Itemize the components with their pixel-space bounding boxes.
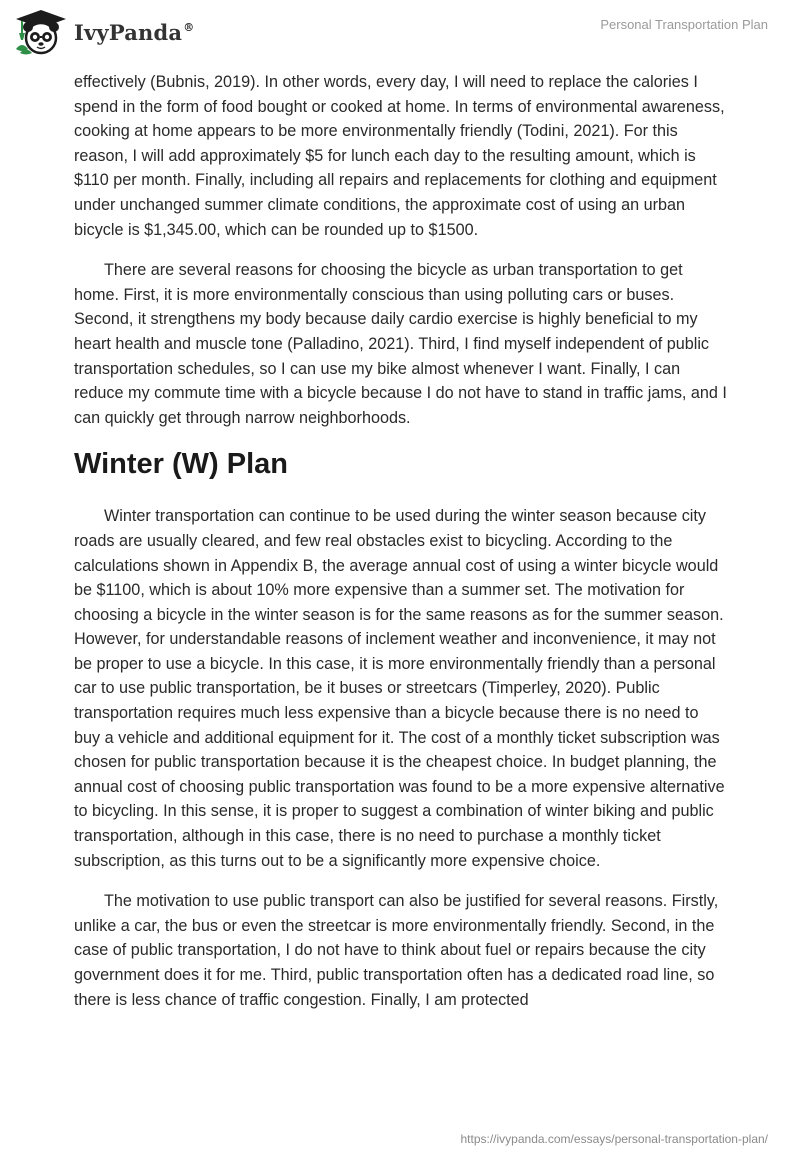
- section-heading-winter-plan: Winter (W) Plan: [74, 448, 289, 481]
- paragraph-winter-transport: Winter transportation can continue to be used during the winter season because city roads are usually cleared, and few real obstacles exist to bicycling. According to the calculations shown in Appendix B, the average annual cost of using a winter bicycle would be $1100, which is about 10% more expensive than a summer set. The motivation for choosing a bicycle in the winter season is for the same reasons as for the summer season. However, for understandable reasons of inclement weather and inconvenience, it may not be proper to use a bicycle. In this case, it is more environmentally friendly than a personal car to use public transportation, be it buses or streetcars (Timperley, 2020). Public transportation requires much less expensive than a bicycle because there is no need to buy a vehicle and additional equipment for it. The cost of a monthly ticket subscription was chosen for public transportation because it is the cheapest choice. In budget planning, the annual cost of choosing public transportation was found to be a more expensive alternative to bicycling. In this sense, it is proper to suggest a combination of winter biking and public transportation, although in this case, there is no need to purchase a monthly ticket subscription, as this turns out to be a significantly more expensive choice.: [74, 507, 725, 870]
- paragraph-continued: effectively (Bubnis, 2019). In other words, every day, I will need to replace the calories I spend in the form of food bought or cooked at home. In terms of environmental awareness, cooking at home appears to be more environmentally friendly (Todini, 2021). For this reason, I will add approximately $5 for lunch each day to the resulting amount, which is $110 per month. Finally, including all repairs and replacements for clothing and equipment under unchanged summer climate conditions, the approximate cost of using an urban bicycle is $1,345.00, which can be rounded up to $1500.: [74, 73, 725, 239]
- paragraph-bicycle-reasons: There are several reasons for choosing the bicycle as urban transportation to get home. First, it is more environmentally conscious than using polluting cars or buses. Second, it strengthens my body because daily cardio exercise is highly beneficial to my heart health and muscle tone (Palladino, 2021). Third, I find myself independent of public transportation schedules, so I can use my bike almost whenever I want. Finally, I can reduce my commute time with a bicycle because I do not have to stand in traffic jams, and I can quickly get through narrow neighborhoods.: [74, 261, 727, 427]
- panda-graduate-icon: [14, 9, 68, 55]
- page-header: [0, 0, 800, 68]
- brand-name: IvyPanda®: [74, 19, 195, 45]
- registered-mark: ®: [183, 20, 195, 34]
- ivypanda-logo[interactable]: [14, 9, 194, 55]
- essay-body: [74, 70, 728, 1028]
- paragraph-public-transport-motivation: The motivation to use public transport can also be justified for several reasons. Firstly, unlike a car, the bus or even the streetcar is more environmentally friendly. Second, in the case of public transportation, I do not have to think about fuel or repairs because the city government does it for me. Third, public transportation often has a dedicated road line, so there is less chance of traffic congestion. Finally, I am protected: [74, 892, 719, 1009]
- source-url[interactable]: https://ivypanda.com/essays/personal-transportation-plan/: [460, 1132, 768, 1146]
- document-title: Personal Transportation Plan: [600, 17, 768, 32]
